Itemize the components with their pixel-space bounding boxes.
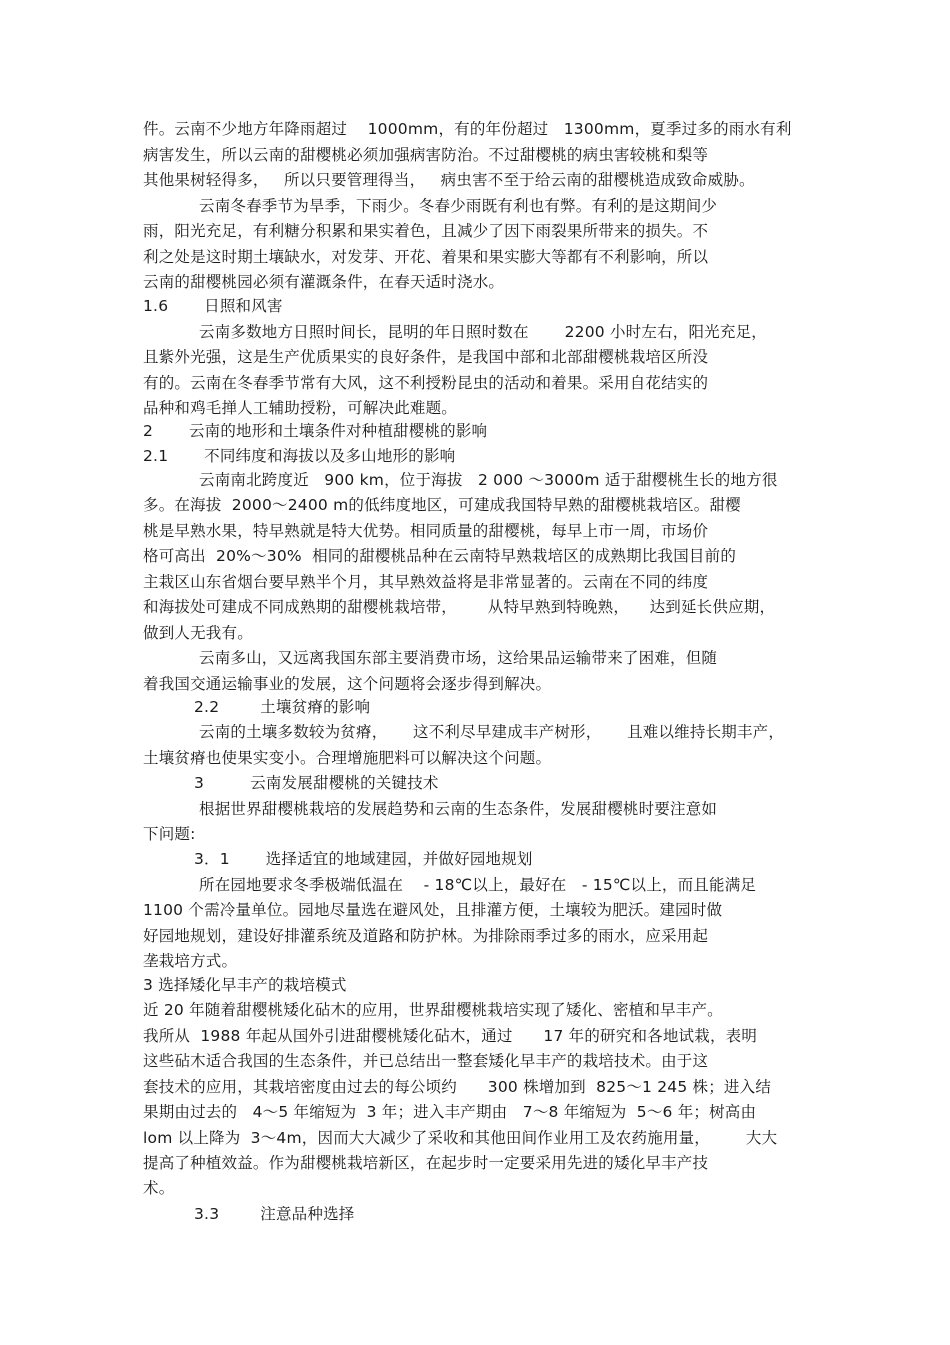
text-line: 术。 — [143, 1179, 175, 1197]
text-line: 做到人无我有。 — [143, 624, 253, 642]
text-line: 且紫外光强，这是生产优质果实的良好条件，是我国中部和北部甜樱桃栽培区所没 — [143, 348, 709, 366]
section-heading: 3 云南发展甜樱桃的关键技术 — [194, 774, 439, 792]
text-line: 格可高出 20%～30% 相同的甜樱桃品种在云南特早熟栽培区的成熟期比我国目前的 — [143, 547, 737, 565]
text-line: 1100 个需冷量单位。园地尽量选在避风处，且排灌方便，土壤较为肥沃。建园时做 — [143, 901, 723, 919]
text-line: 多。在海拔 2000～2400 m的低纬度地区，可建成我国特早熟的甜樱桃栽培区。甜樱 — [143, 496, 741, 514]
text-line: 品种和鸡毛掸人工辅助授粉，可解决此难题。 — [143, 399, 458, 417]
text-line: 近 20 年随着甜樱桃矮化砧木的应用，世界甜樱桃栽培实现了矮化、密植和早丰产。 — [143, 1001, 723, 1019]
section-heading: 2.2 土壤贫瘠的影响 — [194, 698, 371, 716]
section-heading: 3．1 选择适宜的地域建园，并做好园地规划 — [194, 850, 533, 868]
section-heading: 2 云南的地形和土壤条件对种植甜樱桃的影响 — [143, 422, 488, 440]
text-line: 云南的土壤多数较为贫瘠， 这不利尽早建成丰产树形， 且难以维持长期丰产， — [199, 723, 785, 741]
text-line: 果期由过去的 4～5 年缩短为 3 年；进入丰产期由 7～8 年缩短为 5～6 年；树高由 — [143, 1103, 757, 1121]
text-line: 云南南北跨度近 900 km，位于海拔 2 000 ～3000m 适于甜樱桃生长的地方很 — [199, 471, 778, 489]
text-line: 病害发生，所以云南的甜樱桃必须加强病害防治。不过甜樱桃的病虫害较桃和梨等 — [143, 146, 709, 164]
text-line: 垄栽培方式。 — [143, 952, 238, 970]
text-line: 云南多数地方日照时间长，昆明的年日照时数在 2200 小时左右，阳光充足， — [199, 323, 767, 341]
section-heading: 3.3 注意品种选择 — [194, 1205, 355, 1223]
text-line: 下问题: — [143, 825, 196, 843]
text-line: 和海拔处可建成不同成熟期的甜樱桃栽培带， 从特早熟到特晚熟， 达到延长供应期， — [143, 598, 776, 616]
text-line: 这些砧木适合我国的生态条件，并已总结出一整套矮化早丰产的栽培技术。由于这 — [143, 1052, 709, 1070]
text-line: 提高了种植效益。作为甜樱桃栽培新区，在起步时一定要采用先进的矮化早丰产技 — [143, 1154, 709, 1172]
text-line: 桃是早熟水果，特早熟就是特大优势。相同质量的甜樱桃，每早上市一周，市场价 — [143, 522, 709, 540]
text-line: 云南的甜樱桃园必须有灌溉条件，在春天适时浇水。 — [143, 273, 505, 291]
text-line: 土壤贫瘠也使果实变小。合理增施肥料可以解决这个问题。 — [143, 749, 552, 767]
text-line: 套技术的应用，其栽培密度由过去的每公顷约 300 株增加到 825～1 245 株；进入结 — [143, 1078, 772, 1096]
text-line: 其他果树轻得多， 所以只要管理得当， 病虫害不至于给云南的甜樱桃造成致命威胁。 — [143, 171, 755, 189]
text-line: lom 以上降为 3～4m，因而大大减少了采收和其他田间作业用工及农药施用量， 大大 — [143, 1129, 778, 1147]
text-line: 云南多山，又远离我国东部主要消费市场，这给果品运输带来了困难，但随 — [199, 649, 718, 667]
text-line: 根据世界甜樱桃栽培的发展趋势和云南的生态条件，发展甜樱桃时要注意如 — [199, 800, 718, 818]
text-line: 我所从 1988 年起从国外引进甜樱桃矮化砧木，通过 17 年的研究和各地试栽，表明 — [143, 1027, 758, 1045]
text-line: 云南冬春季节为旱季，下雨少。冬春少雨既有利也有弊。有利的是这期间少 — [199, 197, 718, 215]
section-heading: 3 选择矮化早丰产的栽培模式 — [143, 976, 347, 994]
text-line: 主栽区山东省烟台要早熟半个月，其早熟效益将是非常显著的。云南在不同的纬度 — [143, 573, 709, 591]
text-line: 所在园地要求冬季极端低温在 - 18℃以上，最好在 - 15℃以上，而且能满足 — [199, 876, 757, 894]
text-line: 有的。云南在冬春季节常有大风，这不利授粉昆虫的活动和着果。采用自花结实的 — [143, 374, 709, 392]
text-line: 好园地规划，建设好排灌系统及道路和防护林。为排除雨季过多的雨水，应采用起 — [143, 927, 709, 945]
text-line: 利之处是这时期土壤缺水，对发芽、开花、着果和果实膨大等都有不利影响，所以 — [143, 248, 709, 266]
text-line: 着我国交通运输事业的发展，这个问题将会逐步得到解决。 — [143, 675, 552, 693]
text-line: 件。云南不少地方年降雨超过 1000mm，有的年份超过 1300mm，夏季过多的雨水有利 — [143, 120, 792, 138]
section-heading: 2.1 不同纬度和海拔以及多山地形的影响 — [143, 447, 456, 465]
section-heading: 1.6 日照和风害 — [143, 297, 283, 315]
text-line: 雨，阳光充足，有利糖分积累和果实着色，且减少了因下雨裂果所带来的损失。不 — [143, 222, 709, 240]
